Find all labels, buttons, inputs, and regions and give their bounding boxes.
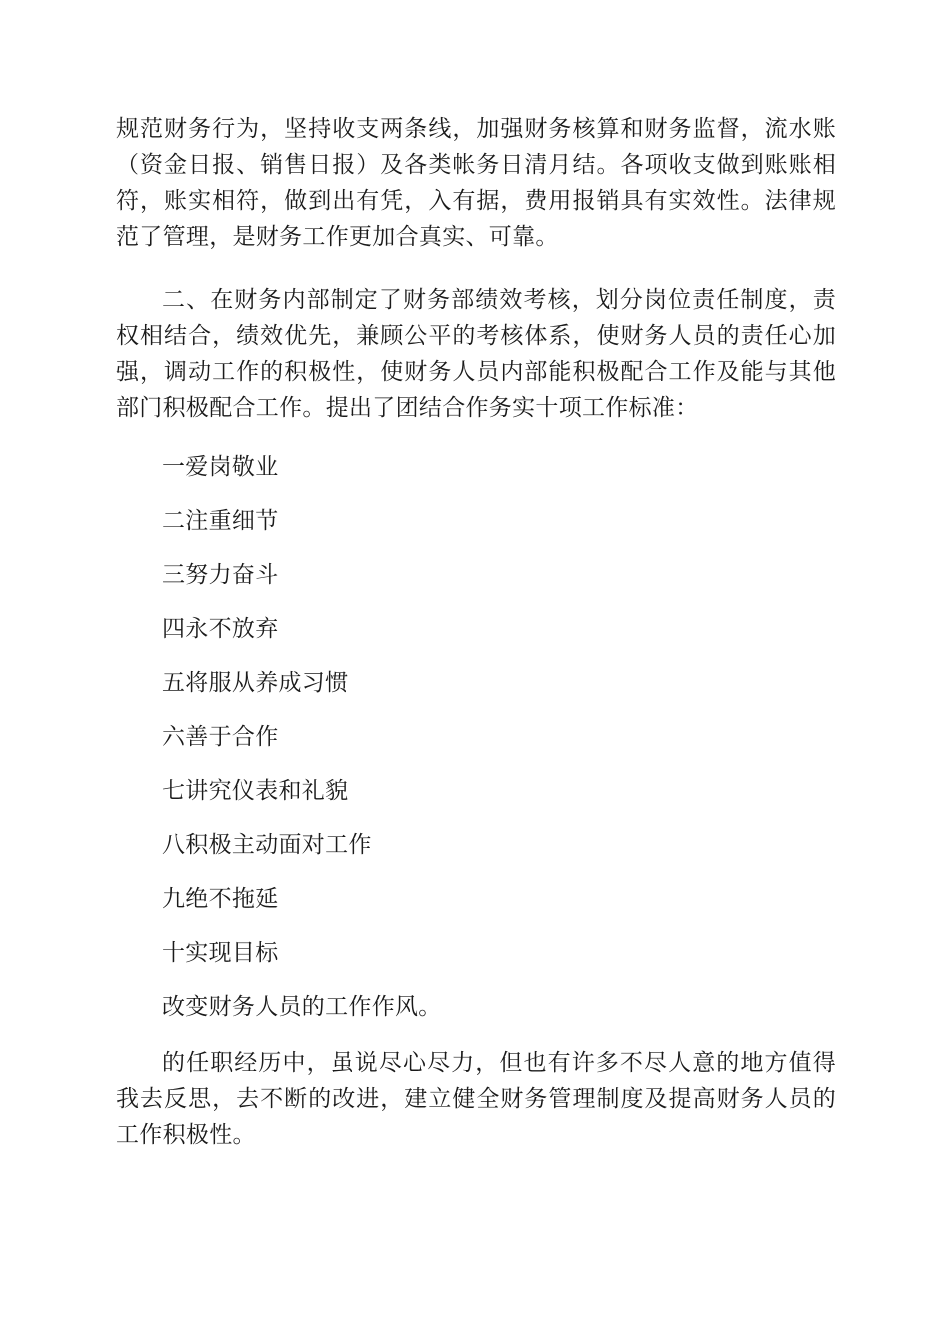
paragraph-financial-conduct: 规范财务行为，坚持收支两条线，加强财务核算和财务监督，流水账（资金日报、销售日报）及各类帐务日清月结。各项收支做到账账相符，账实相符，做到出有凭，入有据，费用报销具有实效性。法律规范了管理，是财务工作更加合真实、可靠。 (116, 116, 836, 250)
standard-item-8: 八积极主动面对工作 (162, 832, 372, 858)
standard-item-2: 二注重细节 (162, 508, 279, 534)
paragraph-performance-assessment: 二、在财务内部制定了财务部绩效考核，划分岗位责任制度，责权相结合，绩效优先，兼顾公平的考核体系，使财务人员的责任心加强，调动工作的积极性，使财务人员内部能积极配合工作及能与其他部门积极配合工作。提出了团结合作务实十项工作标准： (116, 287, 836, 421)
standard-item-5: 五将服从养成习惯 (162, 670, 349, 696)
standard-item-3: 三努力奋斗 (162, 562, 279, 588)
standard-item-1: 一爱岗敬业 (162, 454, 279, 480)
standard-item-10: 十实现目标 (162, 940, 279, 966)
standard-item-7: 七讲究仪表和礼貌 (162, 778, 349, 804)
closing-line: 改变财务人员的工作作风。 (162, 994, 442, 1020)
standard-item-4: 四永不放弃 (162, 616, 279, 642)
paragraph-reflection: 的任职经历中，虽说尽心尽力，但也有许多不尽人意的地方值得我去反思，去不断的改进，建立健全财务管理制度及提高财务人员的工作积极性。 (116, 1050, 836, 1148)
standard-item-6: 六善于合作 (162, 724, 279, 750)
standard-item-9: 九绝不拖延 (162, 886, 279, 912)
